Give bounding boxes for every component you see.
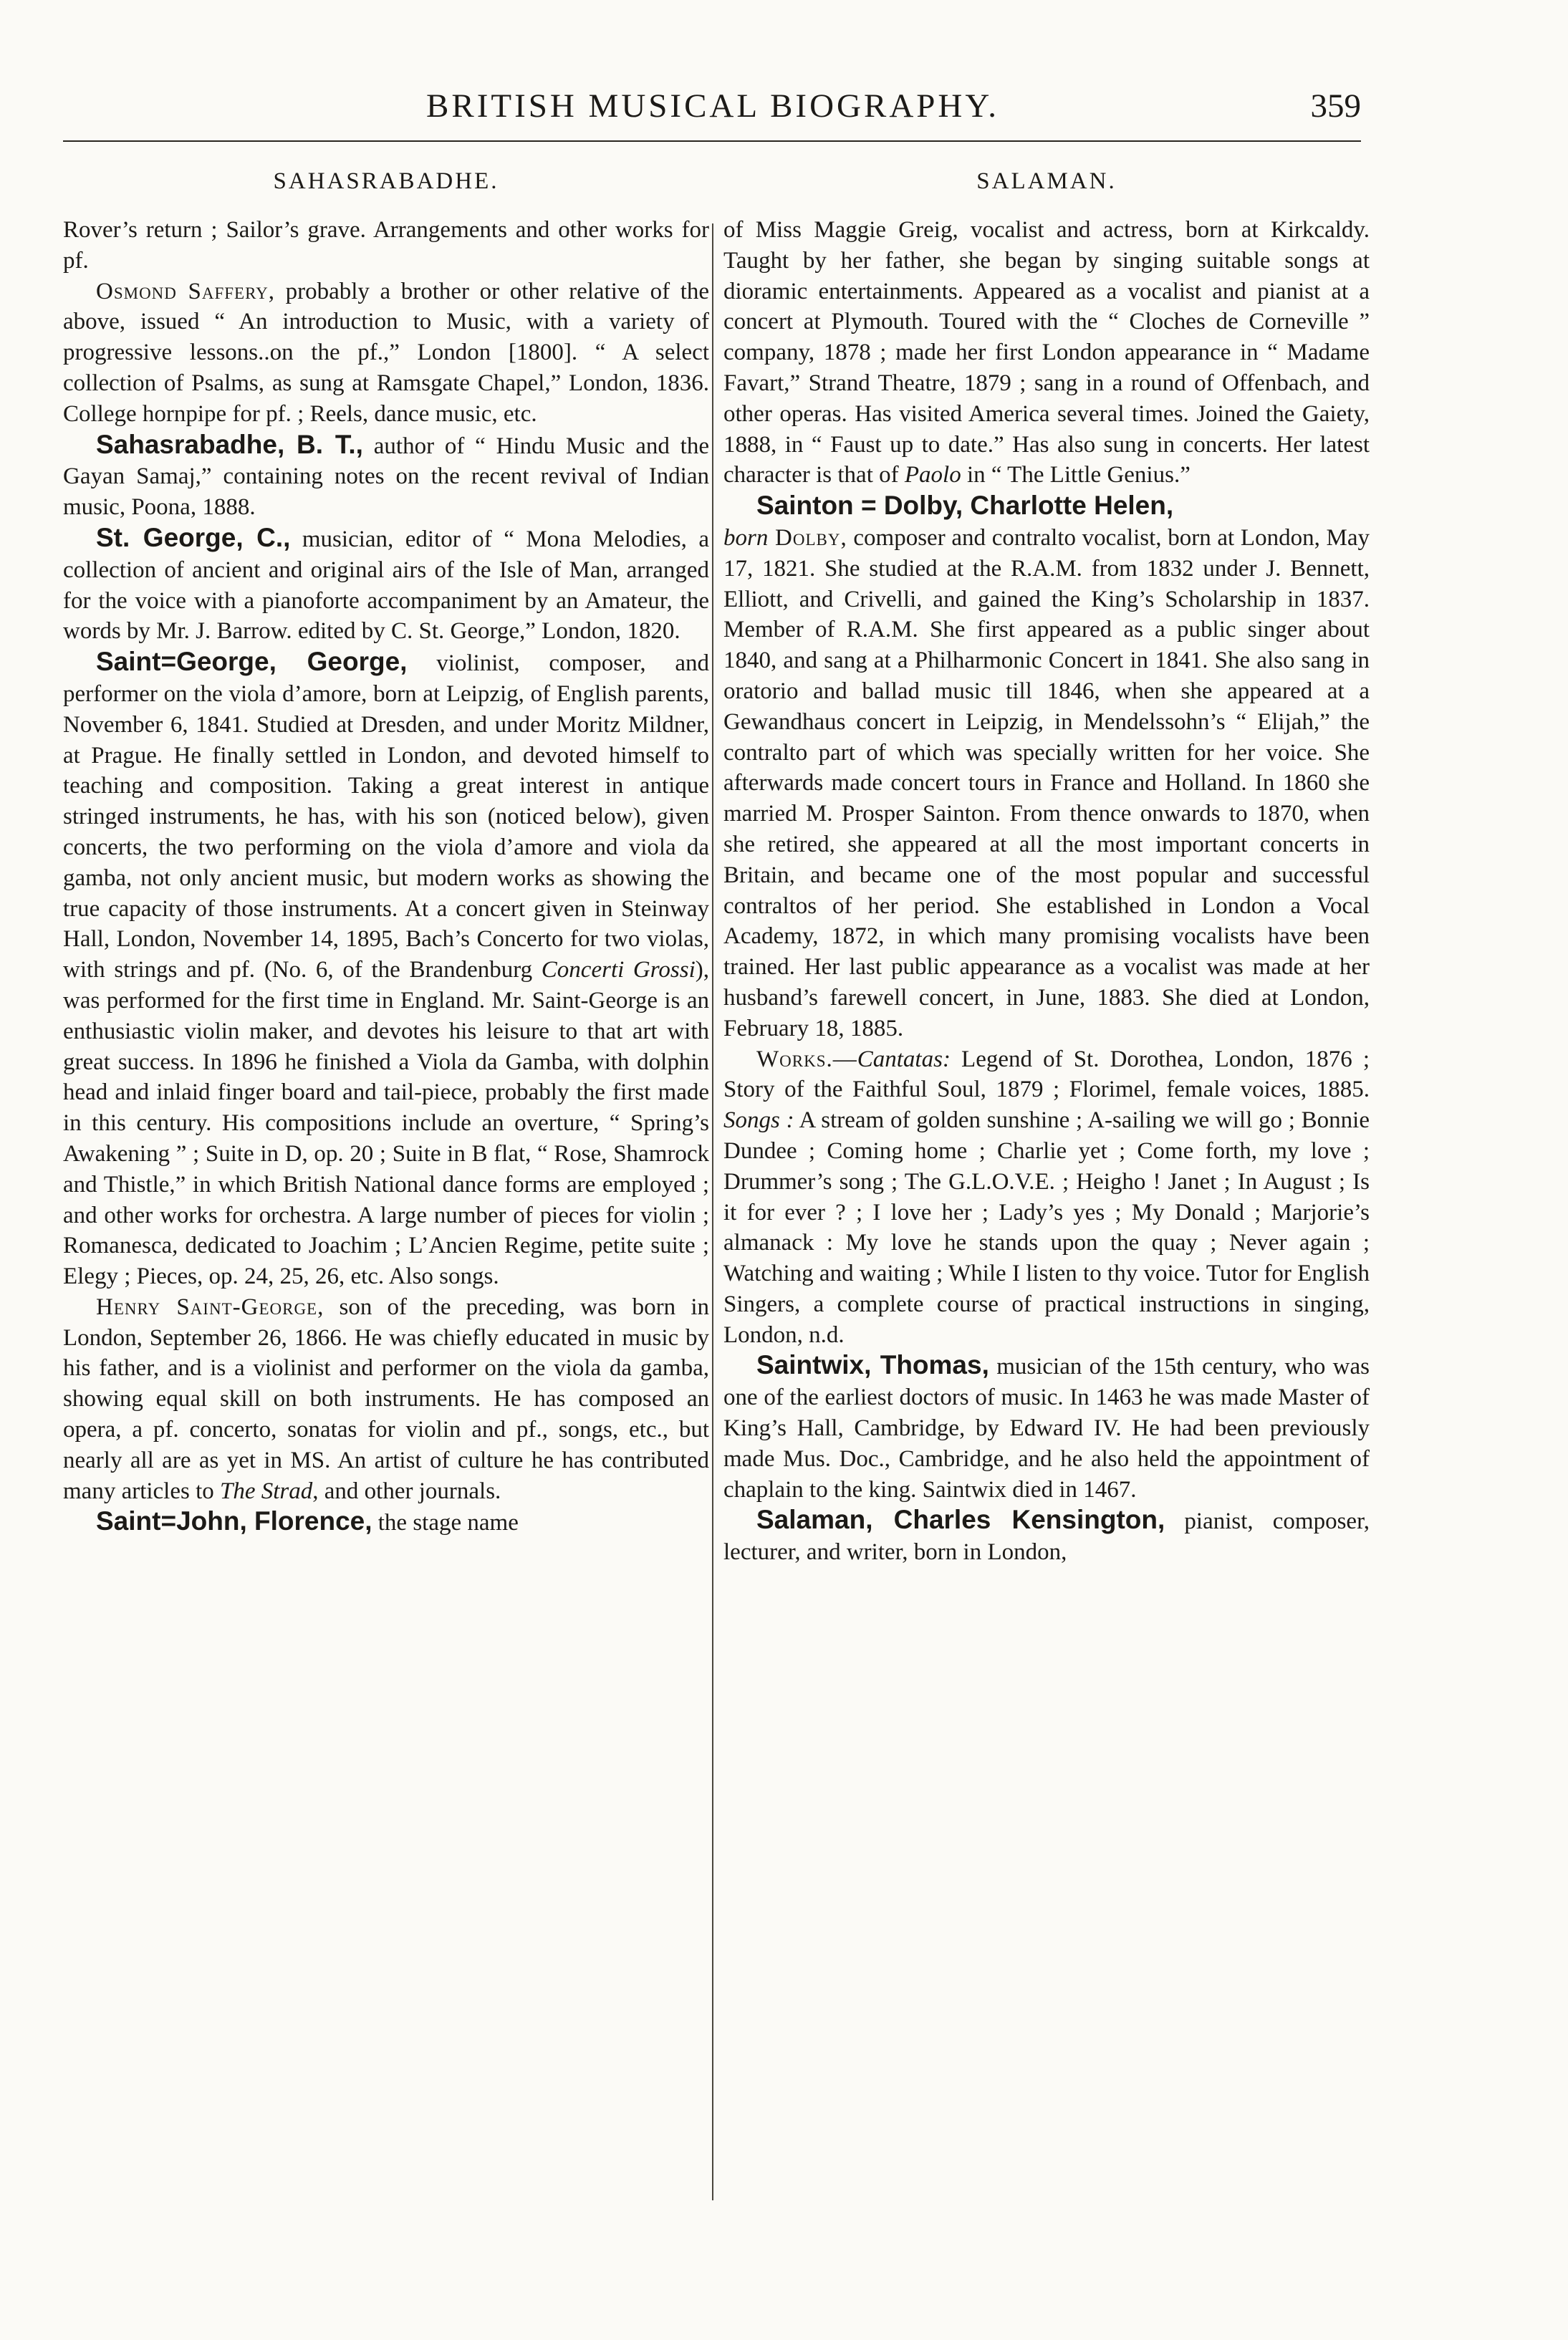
entry-saint-george-george bbox=[63, 647, 709, 1292]
entry-text: ), was performed for the first time in England. Mr. Saint-George is an enthusiastic violin maker, and devotes his leisure to that art with great success. In 1896 he finished a Viola da Gamba, with dolphin head and inlaid finger board and tail-piece, probably the first made in this century. His compositions include an overture, “ Spring’s Awakening ” ; Suite in D, op. 20 ; Suite in B flat, “ Rose, Shamrock and Thistle,” in which British National dance forms are employed ; and other works for orchestra. A large number of pieces for violin ; Romanesca, dedicated to Joachim ; L’Ancien Regime, petite suite ; Elegy ; Pieces, op. 24, 25, 26, etc. Also songs. bbox=[63, 957, 709, 1290]
entry-works bbox=[723, 1044, 1370, 1351]
entry-text: musician of the 15th century, who was one of the earliest doctors of music. In 1463 he was made Master of King’s Hall, Cambridge, by Edward IV. He had been previously made Mus. Doc., Cambridge, and he also held the appointment of chaplain to the king. Saintwix died in 1467. bbox=[723, 1354, 1370, 1503]
entry-text: violinist, composer, and performer on the viola d’amore, born at Leipzig, of English parents, November 6, 1841. Studied at Dresden, and under Moritz Mildner, at Prague. He finally settled in London, and devoted himself to teaching and composition. Taking a great interest in antique stringed instruments, he has, with his son (noticed below), given concerts, the two performing on the viola d’amore and viola da gamba, not only ancient music, but modern works as showing the true capacity of those instruments. At a concert given in Steinway Hall, London, November 14, 1895, Bach’s Concerto for two violas, with strings and pf. (No. 6, of the Brandenburg bbox=[63, 650, 709, 983]
entry-saint-john bbox=[63, 1506, 709, 1539]
entry-headword: Sahasrabadhe, B. T., bbox=[96, 429, 363, 459]
entry-headword: Sainton = Dolby, Charlotte Helen, bbox=[756, 491, 1174, 521]
entry-text: , and other journals. bbox=[312, 1478, 501, 1504]
right-column bbox=[723, 166, 1370, 2265]
entry-text: pianist, composer, lecturer, and writer, born in London, bbox=[723, 1508, 1370, 1566]
entry-text: of Miss Maggie Greig, vocalist and actress, born at Kirkcaldy. Taught by her father, she began by singing suitable songs at dioramic entertainments. Appeared as a vocalist and pianist at a concert at Plymouth. Toured with the “ Cloches de Corneville ” company, 1878 ; made her first London appearance in “ Madame Favart,” Strand Theatre, 1879 ; sang in a round of Offenbach, and other operas. Has visited America several times. Joined the Gaiety, 1888, in “ Faust up to date.” Has also sung in concerts. Her latest character is that of bbox=[723, 217, 1370, 488]
header-rule bbox=[63, 140, 1361, 142]
works-label: Works.— bbox=[756, 1046, 857, 1072]
entry-text: probably a brother or other relative of the above, issued “ An introduction to Music, with a variety of progressive lessons..on the pf.,” London [1800]. “ A select collection of Psalms, as sung at Ramsgate Chapel,” London, 1836. College hornpipe for pf. ; Reels, dance music, etc. bbox=[63, 278, 710, 427]
entry-text: son of the preceding, was born in London, September 26, 1866. He was chiefly educated in music by his father, and is a violinist and performer on the viola da gamba, showing equal skill on both instruments. He has composed an opera, a pf. concerto, sonatas for violin and pf., songs, etc., but nearly all are as yet in MS. An artist of culture he has contributed many articles to bbox=[63, 1294, 709, 1504]
entry-headword: St. George, C., bbox=[96, 522, 291, 552]
entry-text: in “ The Little Genius.” bbox=[961, 462, 1191, 488]
left-column bbox=[63, 166, 709, 2265]
entry-text: author of “ Hindu Music and the Gayan Samaj,” containing notes on the recent revival of Indian music, Poona, 1888. bbox=[63, 433, 709, 521]
entry-headword: Saint=John, Florence, bbox=[96, 1506, 372, 1536]
entry-salaman bbox=[723, 1505, 1370, 1568]
entry-continuation bbox=[723, 215, 1370, 491]
entry-osmond-saffery bbox=[63, 276, 709, 430]
entry-italic: Paolo bbox=[904, 462, 961, 488]
left-column-heading: SAHASRABADHE. bbox=[273, 168, 499, 194]
entry-headword: Saint=George, George, bbox=[96, 647, 408, 677]
entry-italic: The Strad bbox=[220, 1478, 313, 1504]
entry-text: musician, editor of “ Mona Melodies, a collection of ancient and original airs of the Isle of Man, arranged for the voice with a pianoforte accompaniment by an Amateur, the words by Mr. J. Barrow. edited by C. St. George,” London, 1820. bbox=[63, 526, 709, 645]
entry-saintwix bbox=[723, 1350, 1370, 1505]
entry-st-george-c bbox=[63, 523, 709, 647]
entry-continuation: Rover’s return ; Sailor’s grave. Arrangements and other works for pf. bbox=[63, 217, 709, 274]
entry-headword: Saintwix, Thomas, bbox=[756, 1350, 989, 1380]
entry-text: A stream of golden sunshine ; A-sailing we will go ; Bonnie Dundee ; Coming home ; Charlie yet ; Come forth, my love ; Drummer’s song ; The G.L.O.V.E. ; Heigho ! Janet ; In August ; Is it for ever ? ; I love her ; Lady’s yes ; My Donald ; Marjorie’s almanack : My love he stands upon the quay ; Never again ; Watching and waiting ; While I listen to thy voice. Tutor for English Singers, a complete course of practical instructions in singing, London, n.d. bbox=[723, 1107, 1370, 1348]
entry-headword: Salaman, Charles Kensington, bbox=[756, 1505, 1165, 1535]
running-head bbox=[64, 77, 1361, 135]
cantatas-label: Cantatas: bbox=[857, 1046, 951, 1072]
column-rule bbox=[712, 223, 713, 2200]
entry-italic: born bbox=[723, 524, 769, 551]
entry-sainton-dolby bbox=[723, 491, 1370, 1044]
page-number: 359 bbox=[1310, 87, 1361, 125]
entry-italic: Concerti Grossi bbox=[541, 957, 696, 983]
entry-text: composer and contralto vocalist, born at London, May 17, 1821. She studied at the R.A.M. from 1832 under J. Bennett, Elliott, and Crivelli, and gained the King’s Scholarship in 1837. Member of R.A.M. She first appeared as a public singer about 1840, and sang at a Philharmonic Concert in 1841. She also sang in oratorio and ballad music till 1846, when she appeared at a Gewandhaus concert in Leipzig, in Mendelssohn’s “ Elijah,” the contralto part of which was specially written for her voice. She afterwards made concert tours in France and Holland. In 1860 she married M. Prosper Sainton. From thence onwards to 1870, when she retired, she appeared at all the most important concerts in Britain, and became one of the most popular and successful contraltos of her period. She established in London a Vocal Academy, 1872, in which many promising vocalists have been trained. Her last public appearance as a vocalist was made at her husband’s farewell concert, in June, 1883. She died at London, February 18, 1885. bbox=[723, 524, 1370, 1041]
entry-text: the stage name bbox=[372, 1510, 519, 1536]
right-column-heading: SALAMAN. bbox=[976, 168, 1117, 194]
entry-sahasrabadhe bbox=[63, 430, 709, 523]
entry-name: Osmond Saffery, bbox=[96, 278, 276, 304]
running-title: BRITISH MUSICAL BIOGRAPHY. bbox=[426, 87, 999, 125]
songs-label: Songs : bbox=[723, 1107, 794, 1134]
entry-henry-saint-george bbox=[63, 1292, 709, 1507]
entry-name: Henry Saint-George, bbox=[96, 1294, 324, 1320]
entry-text: Legend of St. Dorothea, London, 1876 ; Story of the Faithful Soul, 1879 ; Florimel, female voices, 1885. bbox=[723, 1046, 1370, 1103]
entry-name: Dolby, bbox=[768, 524, 847, 551]
